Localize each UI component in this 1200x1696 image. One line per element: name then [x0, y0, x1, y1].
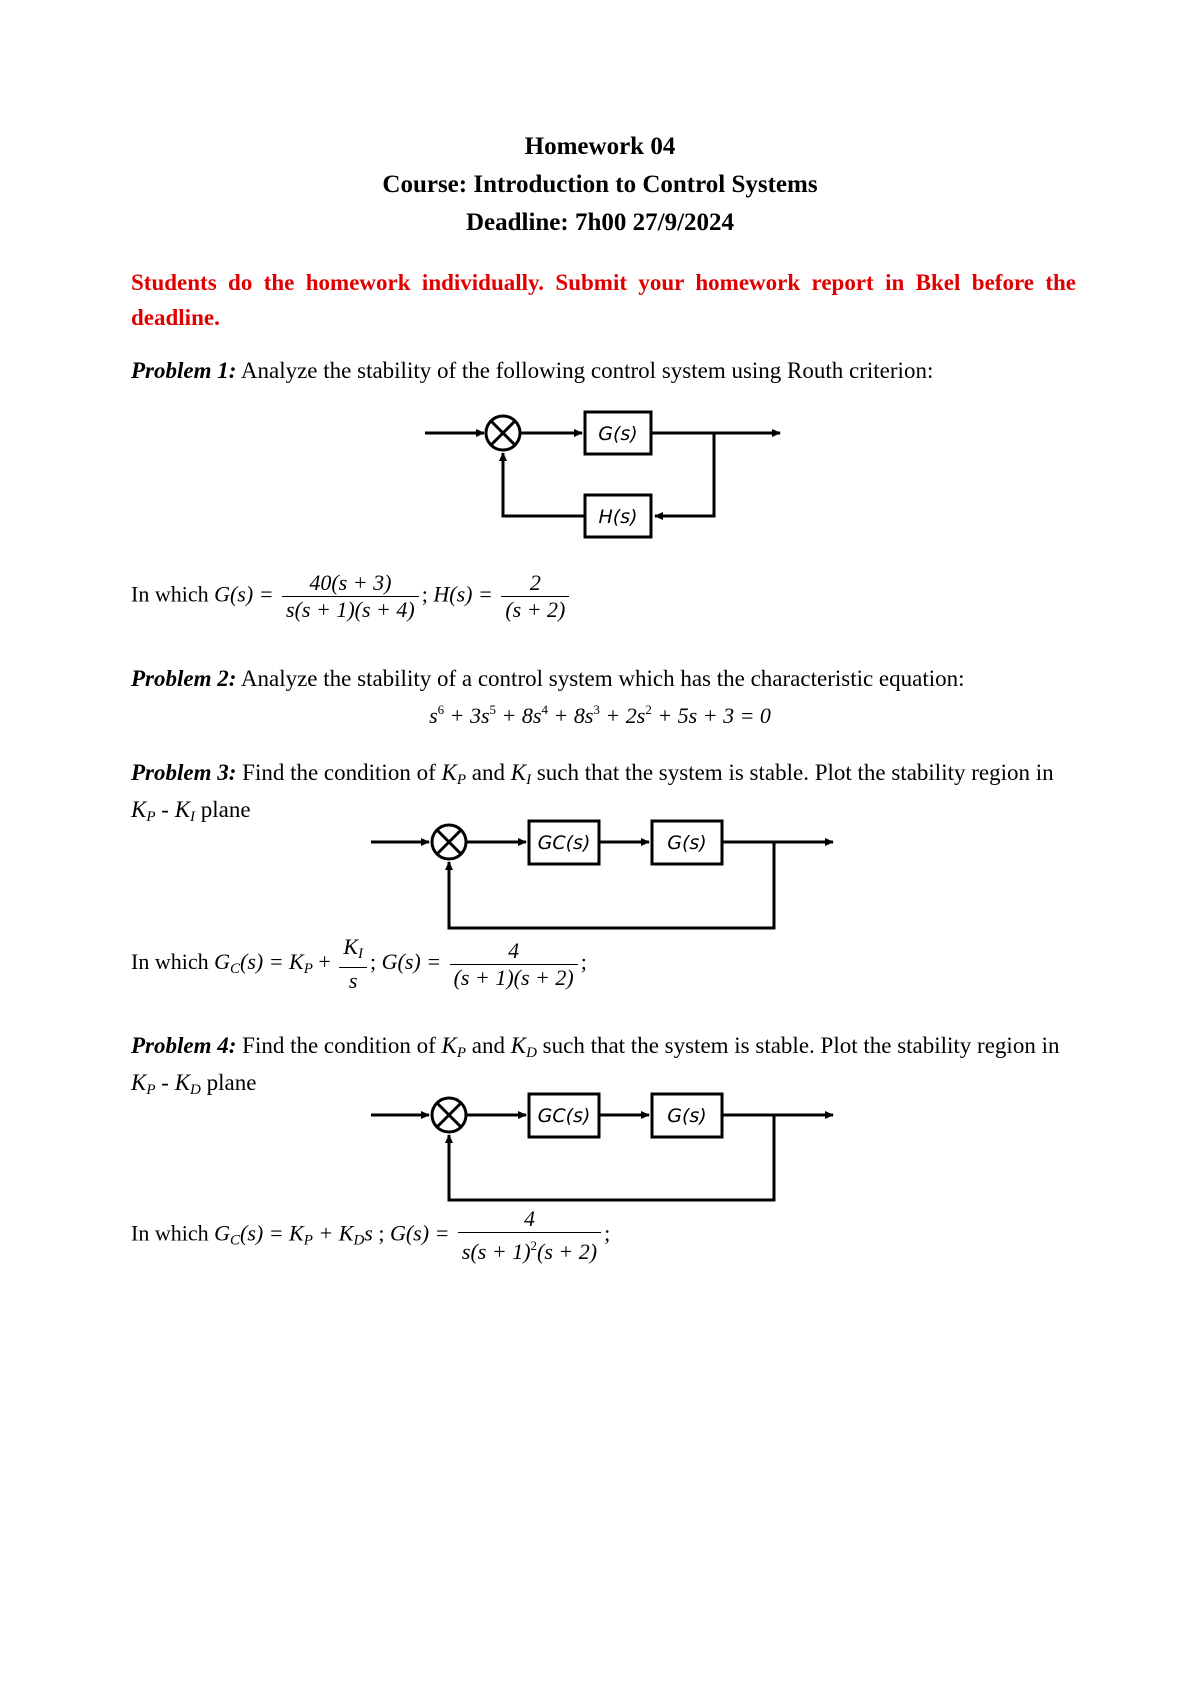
eq-e4: 4 — [541, 702, 548, 717]
p3-plus: + — [318, 949, 331, 975]
p3-and: and — [471, 760, 505, 785]
p4-g-den-exp: 2 — [530, 1238, 538, 1253]
p3-plane-kp-sub: P — [146, 809, 156, 825]
eq-t2: + 2s — [605, 703, 646, 728]
p1-in-which: In which — [131, 581, 209, 607]
p3-plane-ki-sub: I — [190, 809, 196, 825]
p4-text-a: Find the condition of — [242, 1033, 436, 1058]
p3-kp: K — [441, 760, 457, 785]
p4-dash: - — [161, 1070, 169, 1095]
deadline-line: Deadline: 7h00 27/9/2024 — [465, 209, 735, 236]
p1-g-fraction — [282, 570, 419, 623]
p1-h-fraction — [501, 570, 569, 623]
course-line: Course: Introduction to Control Systems — [382, 171, 818, 198]
eq-e3: 3 — [593, 702, 600, 717]
eq-t5: + 3s — [449, 703, 490, 728]
eq-e6: 6 — [437, 702, 445, 717]
p3-separator: ; — [370, 949, 377, 975]
p4-g-fraction — [458, 1206, 601, 1265]
p4-feedback-path — [449, 1115, 774, 1200]
p1-g-numerator: 40(s + 3) — [282, 570, 419, 597]
p1-feedback-path-right — [655, 433, 714, 516]
problem-4-statement — [131, 1031, 1076, 1105]
problem-2-equation — [0, 702, 1200, 729]
problem-2-statement — [131, 664, 1076, 694]
p4-in-which: In which — [131, 1220, 209, 1246]
p4-g-lhs: G(s) = — [389, 1220, 450, 1246]
p3-g-numerator: 4 — [450, 938, 578, 965]
p3-dash: - — [161, 797, 169, 822]
problem-3-statement — [131, 758, 1076, 832]
problem-4-label: Problem 4: — [131, 1033, 237, 1058]
p3-plane-kp: K — [131, 797, 147, 822]
p3-g-block-label: G(s) — [667, 832, 707, 854]
p3-gc-block-label: GC(s) — [537, 832, 591, 854]
problem-3-formulas — [131, 934, 587, 994]
p1-g-block-label: G(s) — [598, 423, 638, 445]
notice-text: Students do the homework individually. Submit your homework report in Bkel before the deadline. — [131, 270, 1076, 330]
problem-3-label: Problem 3: — [131, 760, 237, 785]
p1-summing-junction — [486, 416, 520, 450]
problem-4-formulas — [131, 1206, 610, 1265]
p1-g-denominator: s(s + 1)(s + 4) — [286, 597, 415, 622]
p3-gc-kp-sub: P — [303, 961, 313, 978]
p3-gc-rest: (s) = K — [240, 949, 304, 975]
problem-1-text: Analyze the stability of the following control system using Routh criterion: — [240, 358, 934, 383]
p3-ki-num-sub: I — [358, 946, 364, 962]
problem-1-formulas — [131, 570, 572, 623]
problem-2-label: Problem 2: — [131, 666, 237, 691]
p1-h-block-label: H(s) — [598, 506, 638, 528]
p4-gc-kp-sub: P — [303, 1232, 313, 1249]
p1-g-lhs: G(s) = — [214, 581, 274, 607]
p3-ki-num: K — [343, 934, 359, 959]
p4-gc-s: s — [364, 1220, 373, 1246]
eq-t4: + 8s — [501, 703, 542, 728]
p4-plane-kp: K — [131, 1070, 147, 1095]
page-title: Homework 04 — [524, 133, 676, 160]
p1-separator: ; — [421, 581, 428, 607]
p4-plane-kd-sub: D — [190, 1082, 201, 1098]
p4-g-den-a: s(s + 1) — [461, 1239, 531, 1264]
p4-kp: K — [441, 1033, 457, 1058]
p4-plane-kd: K — [174, 1070, 191, 1095]
p4-gc-rest: (s) = K — [240, 1220, 304, 1246]
p3-text-b: such that the system is stable. Plot the stability region in — [536, 760, 1054, 785]
p1-feedback-path-left — [503, 453, 585, 516]
eq-s6: s — [429, 703, 438, 728]
p3-in-which: In which — [131, 949, 209, 975]
p4-gc-lhs: G — [214, 1220, 230, 1246]
p3-ki: K — [510, 760, 527, 785]
p4-g-den-b: (s + 2) — [537, 1239, 598, 1264]
p3-plane-ki: K — [174, 797, 191, 822]
p4-gc-kd-sub: D — [353, 1232, 365, 1249]
p4-g-block-label: G(s) — [667, 1105, 707, 1127]
p3-g-lhs: G(s) = — [381, 949, 442, 975]
p4-g-numerator: 4 — [458, 1206, 601, 1233]
p4-text-b: such that the system is stable. Plot the stability region in — [542, 1033, 1060, 1058]
p3-plane: plane — [200, 797, 251, 822]
p4-plane: plane — [206, 1070, 257, 1095]
problem-1-label: Problem 1: — [131, 358, 237, 383]
p3-gc-lhs: G — [214, 949, 230, 975]
p3-end: ; — [580, 949, 587, 975]
p4-and: and — [471, 1033, 505, 1058]
p1-h-numerator: 2 — [501, 570, 569, 597]
eq-rest: + 5s + 3 = 0 — [657, 703, 771, 728]
p4-gc-block-label: GC(s) — [537, 1105, 591, 1127]
eq-e5: 5 — [489, 702, 497, 717]
p4-separator: ; — [378, 1220, 385, 1246]
p3-g-fraction — [450, 938, 578, 991]
p3-feedback-path — [449, 842, 774, 928]
p4-kd-sub: D — [526, 1045, 537, 1061]
p4-end: ; — [604, 1220, 611, 1246]
p3-g-denominator: (s + 1)(s + 2) — [453, 964, 574, 990]
p1-h-lhs: H(s) = — [433, 581, 493, 607]
p3-ki-sub: I — [526, 772, 532, 788]
p4-kp-sub: P — [456, 1045, 466, 1061]
p3-gc-sub: C — [229, 961, 240, 978]
p4-plus-kd: + K — [318, 1220, 354, 1246]
p3-text-a: Find the condition of — [242, 760, 436, 785]
p3-ki-den: s — [348, 968, 358, 993]
p1-h-denominator: (s + 2) — [505, 597, 566, 622]
problem-2-text: Analyze the stability of a control system which has the characteristic equation: — [240, 666, 965, 691]
eq-t3: + 8s — [553, 703, 594, 728]
p4-gc-sub: C — [229, 1232, 240, 1249]
p3-kp-sub: P — [456, 772, 466, 788]
p4-kd: K — [510, 1033, 527, 1058]
p4-plane-kp-sub: P — [146, 1082, 156, 1098]
eq-e2: 2 — [645, 702, 652, 717]
p3-ki-fraction — [339, 934, 367, 994]
